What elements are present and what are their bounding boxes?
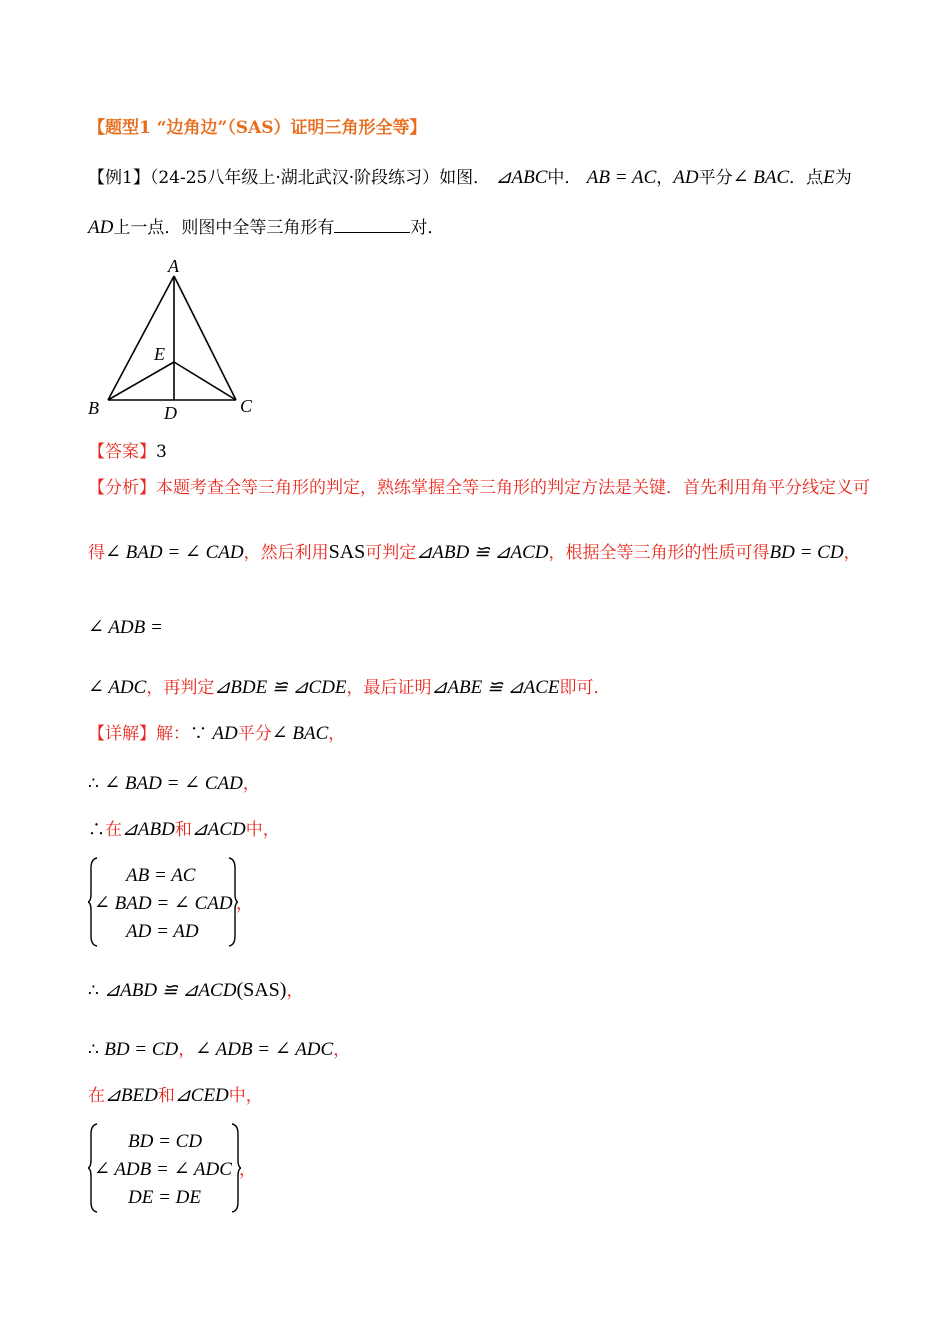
analysis-line-2	[88, 540, 861, 565]
label-d: D	[164, 403, 177, 423]
detail-jie: 解：	[156, 724, 190, 744]
label-a: A	[168, 256, 179, 276]
detail-line-5	[88, 1038, 350, 1062]
segment-ad: AD	[673, 167, 699, 188]
label-e: E	[154, 344, 165, 364]
analysis-de: 得	[88, 543, 105, 563]
step4-sep: ，	[178, 1040, 196, 1060]
point-e: E	[823, 167, 835, 188]
step2-end: 中，	[245, 820, 280, 840]
text-point: ．点	[789, 168, 824, 188]
analysis-cong-bde-cde: ⊿BDE ≌ ⊿CDE	[214, 677, 347, 698]
segment-ad-2: AD	[88, 217, 114, 238]
answer-blank	[334, 218, 410, 233]
text-wei: 为	[834, 168, 852, 188]
system1-row-2: ∠ BAD = ∠ CAD	[94, 893, 233, 914]
system2-row-1: BD = CD	[128, 1131, 203, 1152]
detail-line-6	[88, 1084, 263, 1108]
step1-eq: ∠ BAD = ∠ CAD	[104, 773, 243, 794]
analysis-eq-bd-cd: BD = CD	[769, 542, 844, 563]
analysis-end: ，	[843, 543, 861, 563]
example-line-2	[88, 216, 444, 240]
label-b: B	[88, 398, 99, 418]
detail-line-3	[88, 818, 280, 842]
answer-value: 3	[156, 442, 167, 462]
step2-tri-acd: ⊿ACD	[191, 819, 246, 840]
because-symbol: ∵	[190, 724, 213, 744]
step4-eq2: ∠ ADB = ∠ ADC	[195, 1039, 334, 1060]
system2-row-2: ∠ ADB = ∠ ADC	[94, 1159, 232, 1180]
therefore-symbol: ∴	[88, 774, 105, 794]
triangle-abc: ⊿ABC	[495, 167, 548, 188]
step2-zai: 在	[105, 820, 122, 840]
analysis-line-3	[88, 616, 163, 640]
step5-end: 中，	[228, 1086, 263, 1106]
analysis-cong-abe-ace: ⊿ABE ≌ ⊿ACE	[431, 677, 560, 698]
detail-ad: AD	[212, 723, 238, 744]
analysis-mid3: ，根据全等三角形的性质可得	[548, 543, 770, 563]
answer-tag: 【答案】	[88, 442, 156, 462]
analysis-mid2: 可判定	[365, 543, 417, 563]
example-tag: 【例1】	[88, 168, 150, 188]
analysis-angle-adc: ∠ ADC	[88, 677, 147, 698]
analysis-mid: ，然后利用	[243, 543, 329, 563]
detail-line-2	[88, 772, 260, 796]
step4-eq1: BD = CD	[104, 1039, 179, 1060]
system1-row-1: AB = AC	[126, 865, 196, 886]
system2-end: ，	[239, 1160, 256, 1179]
text-pingfen: 平分	[698, 168, 733, 188]
answer-line	[88, 440, 167, 464]
analysis-zai-pan: ，再判定	[146, 678, 215, 698]
step5-tri-bed: ⊿BED	[105, 1085, 158, 1106]
analysis-jike: 即可．	[559, 678, 611, 698]
system1-end: ，	[236, 894, 253, 913]
step5-he: 和	[157, 1086, 175, 1106]
question-end: 对．	[410, 218, 445, 238]
step3-cong: ⊿ABD ≌ ⊿ACD	[104, 980, 237, 1001]
detail-angle-bac: ∠ BAC	[271, 723, 329, 744]
therefore-symbol-4: ∴	[88, 1040, 105, 1060]
text-zhong: 中．	[547, 168, 582, 188]
equation-system-1	[88, 856, 288, 948]
angle-bac: ∠ BAC	[732, 167, 790, 188]
equation-system-2	[88, 1122, 288, 1214]
detail-pingfen: 平分	[237, 724, 272, 744]
step5-zai: 在	[88, 1086, 105, 1106]
therefore-symbol-2: ∴	[88, 820, 105, 840]
eq-ab-ac: AB = AC	[586, 167, 657, 188]
system1-row-3: AD = AD	[126, 921, 199, 942]
analysis-cong-abd-acd: ⊿ABD ≌ ⊿ACD	[416, 542, 549, 563]
analysis-text-1: 本题考查全等三角形的判定，熟练掌握全等三角形的判定方法是关键．首先利用角平分线定义可	[156, 478, 870, 498]
step3-end: ，	[286, 981, 304, 1001]
analysis-line-1	[88, 476, 870, 500]
analysis-sas: SAS	[328, 541, 366, 563]
therefore-symbol-3: ∴	[88, 981, 105, 1001]
analysis-zuihou: ，最后证明	[346, 678, 432, 698]
label-c: C	[240, 396, 253, 416]
system2-row-3: DE = DE	[128, 1187, 201, 1208]
analysis-angle-adb: ∠ ADB =	[88, 617, 163, 638]
comma: ，	[656, 168, 674, 188]
analysis-tag: 【分析】	[88, 478, 156, 498]
example-line-1	[88, 166, 852, 190]
detail-tag: 【详解】	[88, 724, 156, 744]
step3-sas: (SAS)	[236, 979, 287, 1001]
step4-end: ，	[333, 1040, 351, 1060]
step1-end: ，	[242, 774, 260, 794]
detail-line-4	[88, 978, 303, 1003]
detail-comma: ，	[328, 724, 346, 744]
step2-tri-abd: ⊿ABD	[122, 819, 175, 840]
section-title: 【题型1 “边角边”（SAS）证明三角形全等】	[88, 118, 427, 138]
step5-tri-ced: ⊿CED	[174, 1085, 229, 1106]
question-text: 上一点．则图中全等三角形有	[113, 218, 335, 238]
detail-line-1	[88, 722, 345, 746]
example-source: （24-25八年级上·湖北武汉·阶段练习）如图．	[149, 168, 491, 188]
triangle-figure	[84, 252, 264, 427]
analysis-line-4	[88, 676, 611, 700]
step2-he: 和	[174, 820, 192, 840]
analysis-eq-angles: ∠ BAD = ∠ CAD	[105, 542, 244, 563]
